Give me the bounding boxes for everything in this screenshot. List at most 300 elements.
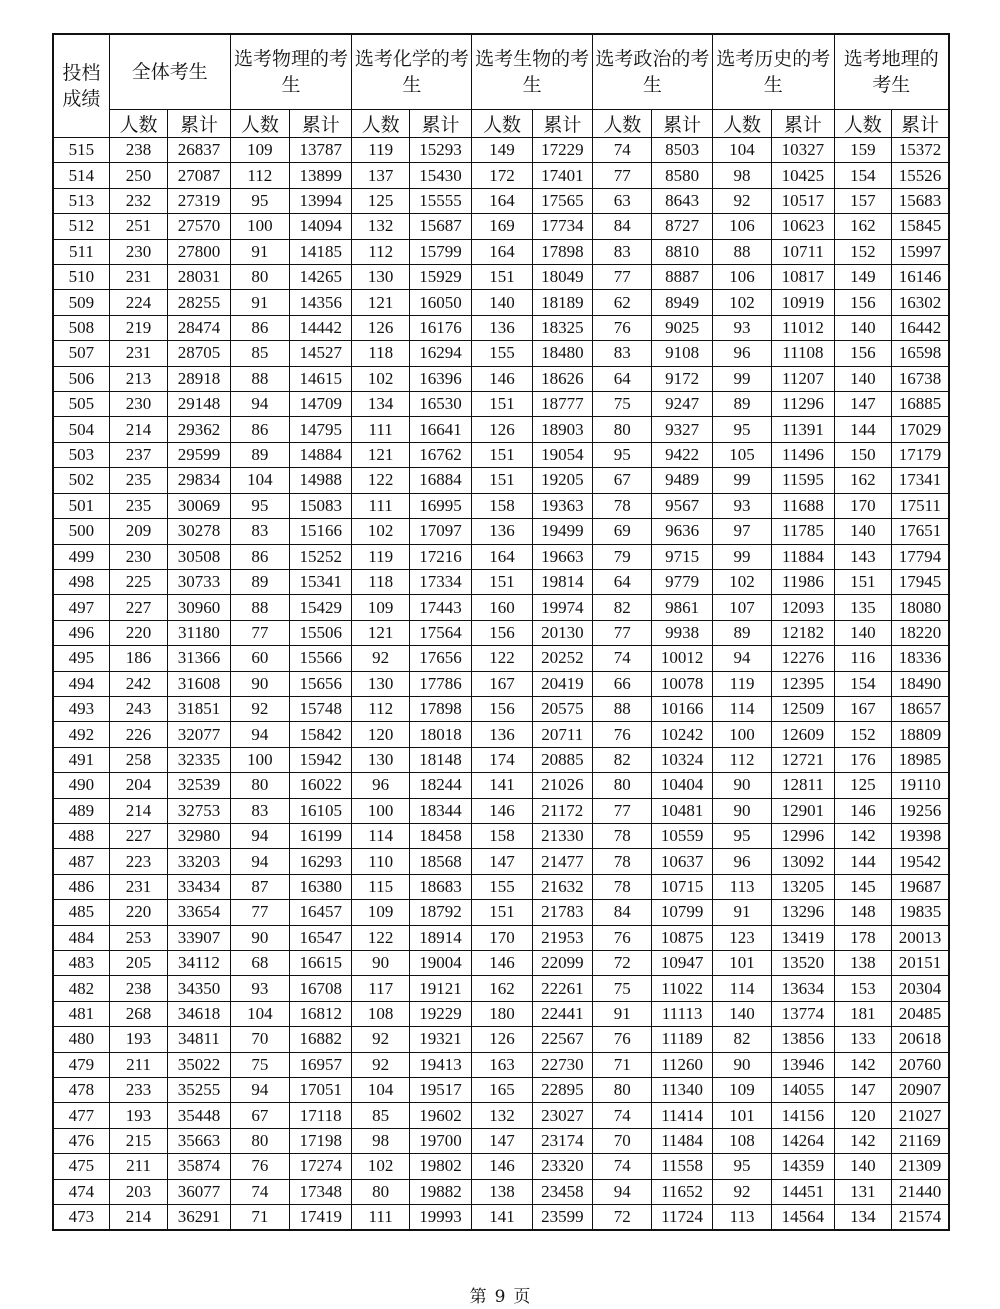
- cumulative-cell: 10817: [772, 265, 834, 290]
- cumulative-cell: 26837: [168, 138, 230, 163]
- count-cell: 125: [834, 773, 891, 798]
- count-cell: 181: [834, 1001, 891, 1026]
- count-cell: 76: [593, 1027, 652, 1052]
- count-cell: 93: [712, 315, 771, 340]
- table-row: [53, 163, 949, 188]
- table-row: [53, 315, 949, 340]
- cumulative-cell: 16050: [409, 290, 471, 315]
- cumulative-cell: 20304: [892, 976, 950, 1001]
- count-cell: 92: [712, 188, 771, 213]
- cumulative-cell: 21330: [532, 823, 592, 848]
- count-cell: 76: [593, 925, 652, 950]
- sub-header-cumulative: 累计: [652, 110, 712, 138]
- cumulative-cell: 11884: [772, 544, 834, 569]
- count-cell: 94: [230, 722, 289, 747]
- cumulative-cell: 21027: [892, 1103, 950, 1128]
- cumulative-cell: 10919: [772, 290, 834, 315]
- count-cell: 83: [230, 519, 289, 544]
- count-cell: 151: [472, 569, 532, 594]
- sub-header-count: 人数: [712, 110, 771, 138]
- count-cell: 214: [109, 1205, 167, 1231]
- count-cell: 149: [834, 265, 891, 290]
- cumulative-cell: 13994: [290, 188, 352, 213]
- table-row: [53, 747, 949, 772]
- count-cell: 162: [472, 976, 532, 1001]
- count-cell: 83: [230, 798, 289, 823]
- count-cell: 169: [472, 214, 532, 239]
- cumulative-cell: 29834: [168, 468, 230, 493]
- cumulative-cell: 32077: [168, 722, 230, 747]
- cumulative-cell: 11785: [772, 519, 834, 544]
- count-cell: 86: [230, 544, 289, 569]
- cumulative-cell: 13419: [772, 925, 834, 950]
- count-cell: 89: [230, 442, 289, 467]
- cumulative-cell: 21026: [532, 773, 592, 798]
- count-cell: 100: [230, 747, 289, 772]
- count-cell: 79: [593, 544, 652, 569]
- cumulative-cell: 18344: [409, 798, 471, 823]
- count-cell: 104: [230, 1001, 289, 1026]
- count-cell: 72: [593, 1205, 652, 1231]
- cumulative-cell: 10078: [652, 671, 712, 696]
- count-cell: 112: [352, 696, 409, 721]
- score-cell: 478: [53, 1078, 109, 1103]
- cumulative-cell: 10637: [652, 849, 712, 874]
- count-cell: 140: [834, 519, 891, 544]
- cumulative-cell: 16882: [290, 1027, 352, 1052]
- count-cell: 121: [352, 620, 409, 645]
- cumulative-cell: 19602: [409, 1103, 471, 1128]
- count-cell: 235: [109, 493, 167, 518]
- count-cell: 152: [834, 722, 891, 747]
- cumulative-cell: 17794: [892, 544, 950, 569]
- count-cell: 142: [834, 1128, 891, 1153]
- count-cell: 135: [834, 595, 891, 620]
- cumulative-cell: 20485: [892, 1001, 950, 1026]
- cumulative-cell: 13092: [772, 849, 834, 874]
- cumulative-cell: 17029: [892, 417, 950, 442]
- cumulative-cell: 12811: [772, 773, 834, 798]
- count-cell: 110: [352, 849, 409, 874]
- table-row: [53, 646, 949, 671]
- table-row: [53, 493, 949, 518]
- table-row: [53, 1001, 949, 1026]
- count-cell: 93: [712, 493, 771, 518]
- cumulative-cell: 14451: [772, 1179, 834, 1204]
- cumulative-cell: 8643: [652, 188, 712, 213]
- count-cell: 108: [712, 1128, 771, 1153]
- sub-header-cumulative: 累计: [892, 110, 950, 138]
- score-cell: 504: [53, 417, 109, 442]
- count-cell: 102: [352, 366, 409, 391]
- count-cell: 251: [109, 214, 167, 239]
- cumulative-cell: 16146: [892, 265, 950, 290]
- cumulative-cell: 18657: [892, 696, 950, 721]
- cumulative-cell: 15942: [290, 747, 352, 772]
- score-cell: 515: [53, 138, 109, 163]
- cumulative-cell: 18458: [409, 823, 471, 848]
- cumulative-cell: 30508: [168, 544, 230, 569]
- cumulative-cell: 18903: [532, 417, 592, 442]
- count-cell: 82: [712, 1027, 771, 1052]
- cumulative-cell: 20618: [892, 1027, 950, 1052]
- count-cell: 164: [472, 239, 532, 264]
- count-cell: 134: [352, 392, 409, 417]
- count-cell: 158: [472, 493, 532, 518]
- count-cell: 130: [352, 671, 409, 696]
- cumulative-cell: 14884: [290, 442, 352, 467]
- cumulative-cell: 36077: [168, 1179, 230, 1204]
- cumulative-cell: 10517: [772, 188, 834, 213]
- cumulative-cell: 9861: [652, 595, 712, 620]
- cumulative-cell: 23320: [532, 1154, 592, 1179]
- cumulative-cell: 17734: [532, 214, 592, 239]
- cumulative-cell: 16302: [892, 290, 950, 315]
- count-cell: 242: [109, 671, 167, 696]
- cumulative-cell: 18809: [892, 722, 950, 747]
- score-cell: 509: [53, 290, 109, 315]
- cumulative-cell: 17216: [409, 544, 471, 569]
- cumulative-cell: 18683: [409, 874, 471, 899]
- count-cell: 111: [352, 493, 409, 518]
- score-cell: 487: [53, 849, 109, 874]
- count-cell: 120: [834, 1103, 891, 1128]
- cumulative-cell: 22261: [532, 976, 592, 1001]
- cumulative-cell: 28918: [168, 366, 230, 391]
- cumulative-cell: 19110: [892, 773, 950, 798]
- cumulative-cell: 29148: [168, 392, 230, 417]
- cumulative-cell: 22441: [532, 1001, 592, 1026]
- score-cell: 480: [53, 1027, 109, 1052]
- count-cell: 204: [109, 773, 167, 798]
- count-cell: 102: [712, 290, 771, 315]
- score-cell: 482: [53, 976, 109, 1001]
- count-cell: 88: [593, 696, 652, 721]
- cumulative-cell: 17419: [290, 1205, 352, 1231]
- cumulative-cell: 16995: [409, 493, 471, 518]
- count-cell: 100: [230, 214, 289, 239]
- cumulative-cell: 23027: [532, 1103, 592, 1128]
- page-footer: [0, 1282, 1000, 1307]
- table-row: [53, 1154, 949, 1179]
- count-cell: 80: [230, 265, 289, 290]
- count-cell: 109: [230, 138, 289, 163]
- count-cell: 109: [712, 1078, 771, 1103]
- cumulative-cell: 31608: [168, 671, 230, 696]
- count-cell: 70: [593, 1128, 652, 1153]
- cumulative-cell: 16176: [409, 315, 471, 340]
- score-cell: 489: [53, 798, 109, 823]
- cumulative-cell: 15555: [409, 188, 471, 213]
- cumulative-cell: 21477: [532, 849, 592, 874]
- cumulative-cell: 35255: [168, 1078, 230, 1103]
- cumulative-cell: 18985: [892, 747, 950, 772]
- cumulative-cell: 11340: [652, 1078, 712, 1103]
- count-cell: 121: [352, 442, 409, 467]
- cumulative-cell: 17097: [409, 519, 471, 544]
- count-cell: 101: [712, 951, 771, 976]
- cumulative-cell: 16457: [290, 900, 352, 925]
- count-cell: 156: [834, 341, 891, 366]
- count-cell: 75: [593, 976, 652, 1001]
- table-row: [53, 239, 949, 264]
- count-cell: 111: [352, 417, 409, 442]
- count-cell: 100: [352, 798, 409, 823]
- count-cell: 130: [352, 747, 409, 772]
- cumulative-cell: 12609: [772, 722, 834, 747]
- group-header-politics: 选考政治的考生: [593, 34, 713, 110]
- count-cell: 80: [230, 1128, 289, 1153]
- cumulative-cell: 14709: [290, 392, 352, 417]
- cumulative-cell: 9172: [652, 366, 712, 391]
- score-cell: 490: [53, 773, 109, 798]
- score-cell: 510: [53, 265, 109, 290]
- table-row: [53, 849, 949, 874]
- cumulative-cell: 22895: [532, 1078, 592, 1103]
- score-cell: 486: [53, 874, 109, 899]
- cumulative-cell: 32539: [168, 773, 230, 798]
- cumulative-cell: 11652: [652, 1179, 712, 1204]
- cumulative-cell: 11484: [652, 1128, 712, 1153]
- cumulative-cell: 21440: [892, 1179, 950, 1204]
- count-cell: 230: [109, 544, 167, 569]
- count-cell: 77: [593, 265, 652, 290]
- cumulative-cell: 16615: [290, 951, 352, 976]
- count-cell: 158: [472, 823, 532, 848]
- cumulative-cell: 21169: [892, 1128, 950, 1153]
- group-header-physics: 选考物理的考生: [230, 34, 352, 110]
- score-cell: 513: [53, 188, 109, 213]
- count-cell: 89: [712, 392, 771, 417]
- count-cell: 116: [834, 646, 891, 671]
- cumulative-cell: 16199: [290, 823, 352, 848]
- count-cell: 147: [834, 1078, 891, 1103]
- cumulative-cell: 11113: [652, 1001, 712, 1026]
- count-cell: 214: [109, 417, 167, 442]
- count-cell: 165: [472, 1078, 532, 1103]
- cumulative-cell: 13634: [772, 976, 834, 1001]
- count-cell: 102: [352, 1154, 409, 1179]
- count-cell: 174: [472, 747, 532, 772]
- count-cell: 77: [593, 163, 652, 188]
- cumulative-cell: 15526: [892, 163, 950, 188]
- page-number: 9: [494, 1287, 506, 1307]
- cumulative-cell: 10623: [772, 214, 834, 239]
- count-cell: 95: [230, 188, 289, 213]
- cumulative-cell: 12093: [772, 595, 834, 620]
- table-row: [53, 138, 949, 163]
- header-row-groups: [53, 34, 949, 110]
- count-cell: 250: [109, 163, 167, 188]
- count-cell: 220: [109, 620, 167, 645]
- count-cell: 74: [593, 138, 652, 163]
- table-row: [53, 951, 949, 976]
- cumulative-cell: 15997: [892, 239, 950, 264]
- cumulative-cell: 12182: [772, 620, 834, 645]
- score-cell: 512: [53, 214, 109, 239]
- count-cell: 112: [230, 163, 289, 188]
- cumulative-cell: 19363: [532, 493, 592, 518]
- cumulative-cell: 31366: [168, 646, 230, 671]
- cumulative-cell: 19517: [409, 1078, 471, 1103]
- count-cell: 160: [472, 595, 532, 620]
- cumulative-cell: 14185: [290, 239, 352, 264]
- cumulative-cell: 17511: [892, 493, 950, 518]
- count-cell: 233: [109, 1078, 167, 1103]
- score-cell: 496: [53, 620, 109, 645]
- table-row: [53, 569, 949, 594]
- cumulative-cell: 9938: [652, 620, 712, 645]
- cumulative-cell: 15748: [290, 696, 352, 721]
- count-cell: 156: [834, 290, 891, 315]
- cumulative-cell: 17898: [409, 696, 471, 721]
- count-cell: 125: [352, 188, 409, 213]
- score-cell: 503: [53, 442, 109, 467]
- cumulative-cell: 31180: [168, 620, 230, 645]
- count-cell: 77: [593, 620, 652, 645]
- count-cell: 77: [593, 798, 652, 823]
- cumulative-cell: 22567: [532, 1027, 592, 1052]
- count-cell: 101: [712, 1103, 771, 1128]
- count-cell: 232: [109, 188, 167, 213]
- count-cell: 162: [834, 214, 891, 239]
- count-cell: 60: [230, 646, 289, 671]
- count-cell: 72: [593, 951, 652, 976]
- cumulative-cell: 21632: [532, 874, 592, 899]
- score-cell: 491: [53, 747, 109, 772]
- cumulative-cell: 16812: [290, 1001, 352, 1026]
- cumulative-cell: 11108: [772, 341, 834, 366]
- cumulative-cell: 11022: [652, 976, 712, 1001]
- cumulative-cell: 15687: [409, 214, 471, 239]
- cumulative-cell: 10559: [652, 823, 712, 848]
- count-cell: 144: [834, 849, 891, 874]
- cumulative-cell: 19663: [532, 544, 592, 569]
- cumulative-cell: 16547: [290, 925, 352, 950]
- cumulative-cell: 17334: [409, 569, 471, 594]
- cumulative-cell: 11496: [772, 442, 834, 467]
- count-cell: 70: [230, 1027, 289, 1052]
- cumulative-cell: 30960: [168, 595, 230, 620]
- cumulative-cell: 12395: [772, 671, 834, 696]
- table-row: [53, 823, 949, 848]
- count-cell: 215: [109, 1128, 167, 1153]
- cumulative-cell: 17179: [892, 442, 950, 467]
- table-row: [53, 366, 949, 391]
- cumulative-cell: 18325: [532, 315, 592, 340]
- count-cell: 111: [352, 1205, 409, 1231]
- cumulative-cell: 19256: [892, 798, 950, 823]
- cumulative-cell: 17945: [892, 569, 950, 594]
- count-cell: 108: [352, 1001, 409, 1026]
- count-cell: 126: [472, 1027, 532, 1052]
- cumulative-cell: 20130: [532, 620, 592, 645]
- count-cell: 76: [593, 722, 652, 747]
- table-row: [53, 468, 949, 493]
- cumulative-cell: 9636: [652, 519, 712, 544]
- cumulative-cell: 18792: [409, 900, 471, 925]
- count-cell: 99: [712, 366, 771, 391]
- count-cell: 146: [472, 1154, 532, 1179]
- cumulative-cell: 22730: [532, 1052, 592, 1077]
- count-cell: 94: [230, 849, 289, 874]
- cumulative-cell: 33434: [168, 874, 230, 899]
- score-cell: 475: [53, 1154, 109, 1179]
- count-cell: 213: [109, 366, 167, 391]
- cumulative-cell: 14156: [772, 1103, 834, 1128]
- table-row: [53, 976, 949, 1001]
- count-cell: 167: [834, 696, 891, 721]
- cumulative-cell: 18568: [409, 849, 471, 874]
- count-cell: 136: [472, 315, 532, 340]
- count-cell: 102: [712, 569, 771, 594]
- cumulative-cell: 10425: [772, 163, 834, 188]
- score-cell: 507: [53, 341, 109, 366]
- cumulative-cell: 28255: [168, 290, 230, 315]
- count-cell: 95: [712, 1154, 771, 1179]
- score-cell: 492: [53, 722, 109, 747]
- cumulative-cell: 27087: [168, 163, 230, 188]
- cumulative-cell: 27800: [168, 239, 230, 264]
- table-row: [53, 188, 949, 213]
- count-cell: 211: [109, 1154, 167, 1179]
- table-row: [53, 392, 949, 417]
- count-cell: 68: [230, 951, 289, 976]
- cumulative-cell: 20013: [892, 925, 950, 950]
- count-cell: 145: [834, 874, 891, 899]
- count-cell: 78: [593, 493, 652, 518]
- count-cell: 151: [472, 442, 532, 467]
- cumulative-cell: 30733: [168, 569, 230, 594]
- count-cell: 151: [834, 569, 891, 594]
- count-cell: 156: [472, 696, 532, 721]
- count-cell: 146: [834, 798, 891, 823]
- cumulative-cell: 10166: [652, 696, 712, 721]
- score-cell: 476: [53, 1128, 109, 1153]
- count-cell: 117: [352, 976, 409, 1001]
- table-row: [53, 595, 949, 620]
- count-cell: 94: [593, 1179, 652, 1204]
- cumulative-cell: 16294: [409, 341, 471, 366]
- count-cell: 89: [712, 620, 771, 645]
- cumulative-cell: 16885: [892, 392, 950, 417]
- score-cell: 479: [53, 1052, 109, 1077]
- count-cell: 122: [352, 925, 409, 950]
- cumulative-cell: 17274: [290, 1154, 352, 1179]
- cumulative-cell: 15341: [290, 569, 352, 594]
- group-header-history: 选考历史的考生: [712, 34, 834, 110]
- cumulative-cell: 18626: [532, 366, 592, 391]
- sub-header-cumulative: 累计: [168, 110, 230, 138]
- cumulative-cell: 16762: [409, 442, 471, 467]
- count-cell: 132: [472, 1103, 532, 1128]
- score-cell: 497: [53, 595, 109, 620]
- count-cell: 76: [230, 1154, 289, 1179]
- cumulative-cell: 18018: [409, 722, 471, 747]
- cumulative-cell: 18777: [532, 392, 592, 417]
- count-cell: 77: [230, 620, 289, 645]
- count-cell: 67: [230, 1103, 289, 1128]
- cumulative-cell: 20151: [892, 951, 950, 976]
- cumulative-cell: 18336: [892, 646, 950, 671]
- cumulative-cell: 15842: [290, 722, 352, 747]
- count-cell: 64: [593, 569, 652, 594]
- cumulative-cell: 14442: [290, 315, 352, 340]
- cumulative-cell: 20575: [532, 696, 592, 721]
- count-cell: 147: [472, 1128, 532, 1153]
- cumulative-cell: 8580: [652, 163, 712, 188]
- cumulative-cell: 12276: [772, 646, 834, 671]
